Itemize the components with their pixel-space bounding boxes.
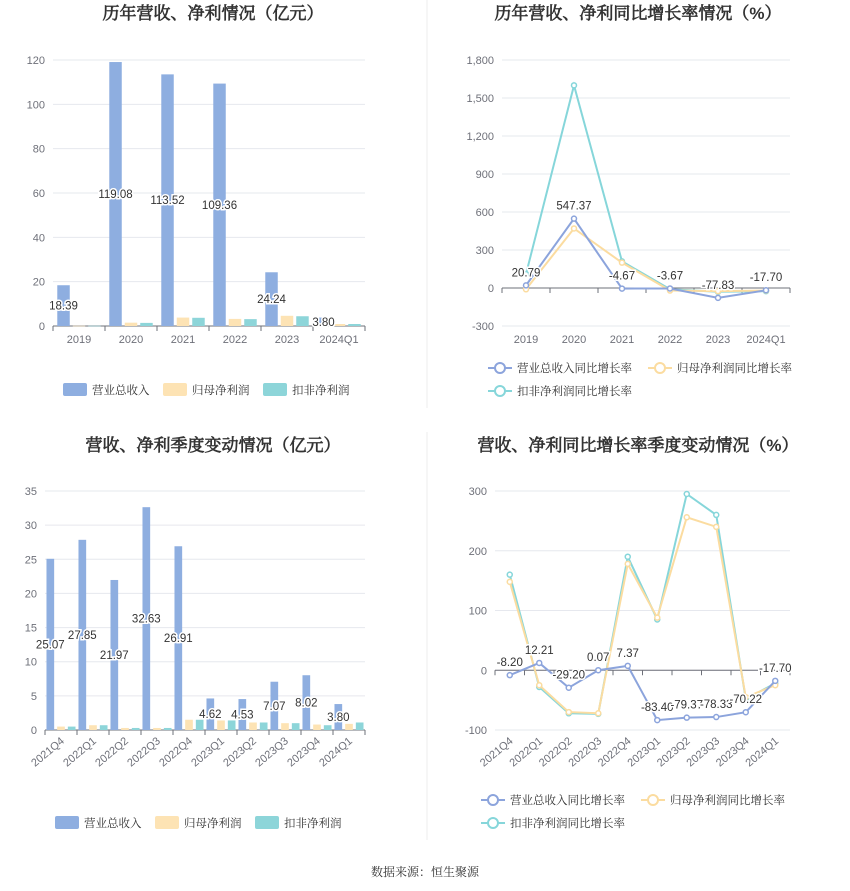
data-point	[684, 515, 689, 520]
data-label: 0.07	[587, 652, 610, 665]
data-source-note: 数据来源：恒生聚源	[370, 865, 480, 879]
x-tick-label: 2021Q4	[29, 735, 67, 770]
data-label: 18.39	[49, 300, 78, 313]
data-point	[572, 83, 577, 88]
bar	[68, 727, 76, 730]
series-line	[510, 517, 776, 713]
x-tick-label: 2024Q1	[746, 334, 786, 346]
data-point	[620, 286, 625, 291]
bar	[281, 723, 289, 730]
legend-marker[interactable]	[495, 363, 505, 373]
y-tick-label: -300	[471, 321, 494, 333]
y-tick-label: 0	[38, 321, 45, 333]
bar	[177, 318, 189, 326]
y-tick-label: 300	[468, 486, 487, 498]
legend-marker[interactable]	[488, 795, 498, 805]
data-label: -70.22	[729, 694, 763, 707]
x-tick-label: 2022Q3	[566, 735, 605, 770]
bar	[292, 723, 300, 730]
bar	[153, 728, 161, 730]
bar	[140, 323, 152, 326]
y-tick-label: 25	[24, 554, 37, 567]
data-point	[743, 710, 748, 715]
legend-label[interactable]: 营业总收入同比增长率	[517, 363, 632, 375]
legend-label[interactable]: 归母净利润	[184, 818, 242, 830]
data-label: 12.21	[524, 644, 554, 657]
legend-label[interactable]: 扣非净利润	[284, 818, 342, 830]
bar	[192, 318, 204, 326]
data-point	[537, 660, 542, 665]
data-point	[655, 718, 660, 723]
data-point	[714, 512, 719, 517]
quarterly-amount-chart	[25, 435, 365, 830]
data-label: 21.97	[99, 649, 129, 662]
data-label: 119.08	[98, 189, 133, 202]
chart-title: 营收、净利季度变动情况（亿元）	[85, 436, 341, 455]
annual-growth-chart	[466, 3, 792, 398]
data-label: -29.20	[552, 669, 586, 682]
data-label: -78.33	[699, 699, 733, 712]
legend-label[interactable]: 营业总收入	[92, 385, 150, 397]
data-label: 109.36	[201, 199, 238, 212]
data-label: -17.70	[758, 662, 792, 675]
data-label: 3.80	[327, 712, 350, 725]
x-tick-label: 2023Q3	[253, 735, 291, 770]
y-tick-label: 1,200	[466, 131, 494, 143]
x-tick-label: 2020	[118, 334, 144, 346]
legend-marker[interactable]	[495, 386, 505, 396]
bar	[260, 722, 268, 730]
data-label: 20.79	[511, 267, 541, 280]
data-label: 26.91	[163, 633, 193, 646]
data-point	[566, 685, 571, 690]
x-tick-label: 2022Q1	[507, 735, 546, 770]
y-tick-label: 0	[480, 665, 487, 678]
x-tick-label: 2022	[657, 334, 683, 346]
bar	[57, 727, 65, 730]
data-label: 27.85	[67, 629, 97, 642]
legend-marker[interactable]	[655, 363, 665, 373]
legend-label[interactable]: 扣非净利润同比增长率	[510, 818, 625, 830]
bar	[185, 720, 193, 730]
data-point	[773, 678, 778, 683]
bar	[88, 326, 100, 327]
x-tick-label: 2022Q4	[157, 735, 195, 770]
bar	[89, 725, 97, 730]
y-tick-label: 900	[475, 169, 494, 181]
legend-label[interactable]: 归母净利润同比增长率	[677, 363, 792, 375]
bar	[132, 728, 140, 730]
x-tick-label: 2023	[705, 334, 731, 346]
y-tick-label: 0	[30, 725, 37, 737]
legend-label[interactable]: 扣非净利润	[292, 385, 350, 397]
data-label: -4.67	[608, 270, 636, 283]
series-line	[526, 85, 766, 291]
y-tick-label: 200	[468, 545, 487, 558]
series-line	[510, 494, 776, 714]
y-tick-label: 100	[26, 99, 45, 112]
y-tick-label: 80	[32, 143, 45, 156]
data-point	[668, 286, 673, 291]
data-label: -17.70	[749, 272, 783, 285]
legend-swatch[interactable]	[255, 816, 279, 829]
y-tick-label: 5	[30, 690, 37, 703]
y-tick-label: 0	[487, 283, 494, 295]
data-label: 547.37	[556, 200, 592, 213]
data-point	[507, 673, 512, 678]
data-label: -83.40	[640, 702, 674, 715]
bar	[281, 316, 293, 326]
y-tick-label: 30	[24, 520, 37, 533]
legend-swatch[interactable]	[155, 816, 179, 829]
data-point	[625, 561, 630, 566]
bar	[217, 720, 225, 730]
data-point	[684, 491, 689, 496]
data-point	[714, 524, 719, 529]
x-tick-label: 2023	[274, 334, 300, 346]
data-point	[596, 711, 601, 716]
data-point	[655, 615, 660, 620]
data-point	[625, 554, 630, 559]
bar	[121, 728, 129, 730]
data-label: -3.67	[656, 270, 684, 283]
x-tick-label: 2019	[513, 334, 539, 346]
bar	[348, 324, 360, 326]
x-tick-label: 2022Q2	[93, 735, 131, 770]
data-point	[537, 683, 542, 688]
quarterly-growth-chart	[465, 435, 799, 830]
x-tick-label: 2022	[222, 334, 248, 346]
data-point	[572, 216, 577, 221]
x-tick-label: 2019	[66, 334, 92, 346]
y-tick-label: 600	[475, 207, 494, 219]
annual-amount-chart	[27, 3, 365, 397]
legend-swatch[interactable]	[55, 816, 79, 829]
legend-swatch[interactable]	[263, 383, 287, 396]
bar	[296, 316, 308, 326]
data-point	[566, 710, 571, 715]
x-tick-label: 2023Q3	[684, 735, 723, 770]
x-tick-label: 2021	[609, 334, 635, 346]
bar	[164, 728, 172, 730]
data-label: 24.24	[257, 294, 286, 307]
data-point	[572, 226, 577, 231]
y-tick-label: 40	[32, 232, 45, 245]
x-tick-label: 2020	[561, 334, 587, 346]
data-point	[764, 288, 769, 293]
bar	[228, 720, 236, 730]
y-tick-label: 1,800	[466, 55, 494, 67]
chart-title: 历年营收、净利同比增长率情况（%）	[494, 4, 782, 23]
data-label: 8.02	[295, 697, 318, 710]
bar	[100, 725, 108, 730]
legend-label[interactable]: 营业总收入	[84, 818, 142, 830]
data-point	[714, 715, 719, 720]
data-label: 3.80	[312, 316, 335, 329]
y-tick-label: 35	[24, 486, 37, 498]
data-point	[596, 668, 601, 673]
x-tick-label: 2023Q1	[625, 735, 664, 770]
data-label: -8.20	[496, 657, 523, 670]
y-tick-label: 60	[32, 188, 45, 200]
legend-label[interactable]: 归母净利润同比增长率	[670, 795, 785, 807]
x-tick-label: 2022Q4	[595, 735, 634, 770]
bar	[345, 724, 353, 730]
data-label: 7.37	[616, 647, 639, 660]
y-tick-label: 100	[468, 605, 487, 618]
x-tick-label: 2023Q2	[654, 735, 693, 770]
y-tick-label: 10	[24, 656, 37, 669]
legend-label[interactable]: 扣非净利润同比增长率	[517, 386, 632, 398]
data-point	[507, 572, 512, 577]
data-label: 4.62	[199, 709, 222, 722]
bar	[229, 319, 241, 326]
x-tick-label: 2024Q1	[743, 735, 782, 770]
x-tick-label: 2023Q1	[189, 735, 227, 770]
y-tick-label: 20	[24, 588, 37, 601]
x-tick-label: 2023Q2	[221, 735, 259, 770]
x-tick-label: 2024Q1	[317, 735, 355, 770]
x-tick-label: 2022Q3	[125, 735, 163, 770]
y-tick-label: -100	[464, 725, 487, 737]
data-label: 4.53	[231, 709, 254, 722]
x-tick-label: 2021Q4	[477, 735, 516, 770]
legend-swatch[interactable]	[63, 383, 87, 396]
legend-marker[interactable]	[648, 795, 658, 805]
data-label: -79.37	[670, 699, 704, 712]
chart-title: 历年营收、净利情况（亿元）	[102, 4, 324, 23]
bar	[196, 720, 204, 730]
data-point	[684, 715, 689, 720]
y-tick-label: 20	[32, 276, 45, 289]
y-tick-label: 300	[475, 245, 494, 257]
x-tick-label: 2022Q2	[536, 735, 575, 770]
data-point	[625, 663, 630, 668]
bar	[73, 326, 85, 327]
data-point	[716, 295, 721, 300]
bar	[313, 725, 321, 730]
data-point	[524, 283, 529, 288]
y-tick-label: 15	[24, 622, 37, 635]
y-tick-label: 120	[26, 55, 45, 67]
bar	[356, 722, 364, 730]
x-tick-label: 2021	[170, 334, 196, 346]
x-tick-label: 2023Q4	[285, 735, 323, 770]
bar	[125, 323, 137, 326]
data-label: -77.83	[701, 279, 735, 292]
legend-marker[interactable]	[488, 818, 498, 828]
y-tick-label: 1,500	[466, 93, 494, 105]
bar	[324, 725, 332, 730]
bar	[244, 319, 256, 326]
legend-label[interactable]: 营业总收入同比增长率	[510, 795, 625, 807]
chart-title: 营收、净利同比增长率季度变动情况（%）	[477, 436, 799, 455]
x-tick-label: 2022Q1	[61, 735, 99, 770]
data-label: 113.52	[150, 195, 185, 208]
legend-swatch[interactable]	[163, 383, 187, 396]
data-label: 25.07	[35, 639, 65, 652]
data-label: 32.63	[131, 613, 161, 626]
bar	[249, 722, 257, 730]
x-tick-label: 2023Q4	[713, 735, 752, 770]
x-tick-label: 2024Q1	[319, 334, 359, 346]
data-point	[507, 579, 512, 584]
legend-label[interactable]: 归母净利润	[192, 385, 250, 397]
data-point	[620, 260, 625, 265]
data-label: 7.07	[263, 700, 286, 713]
